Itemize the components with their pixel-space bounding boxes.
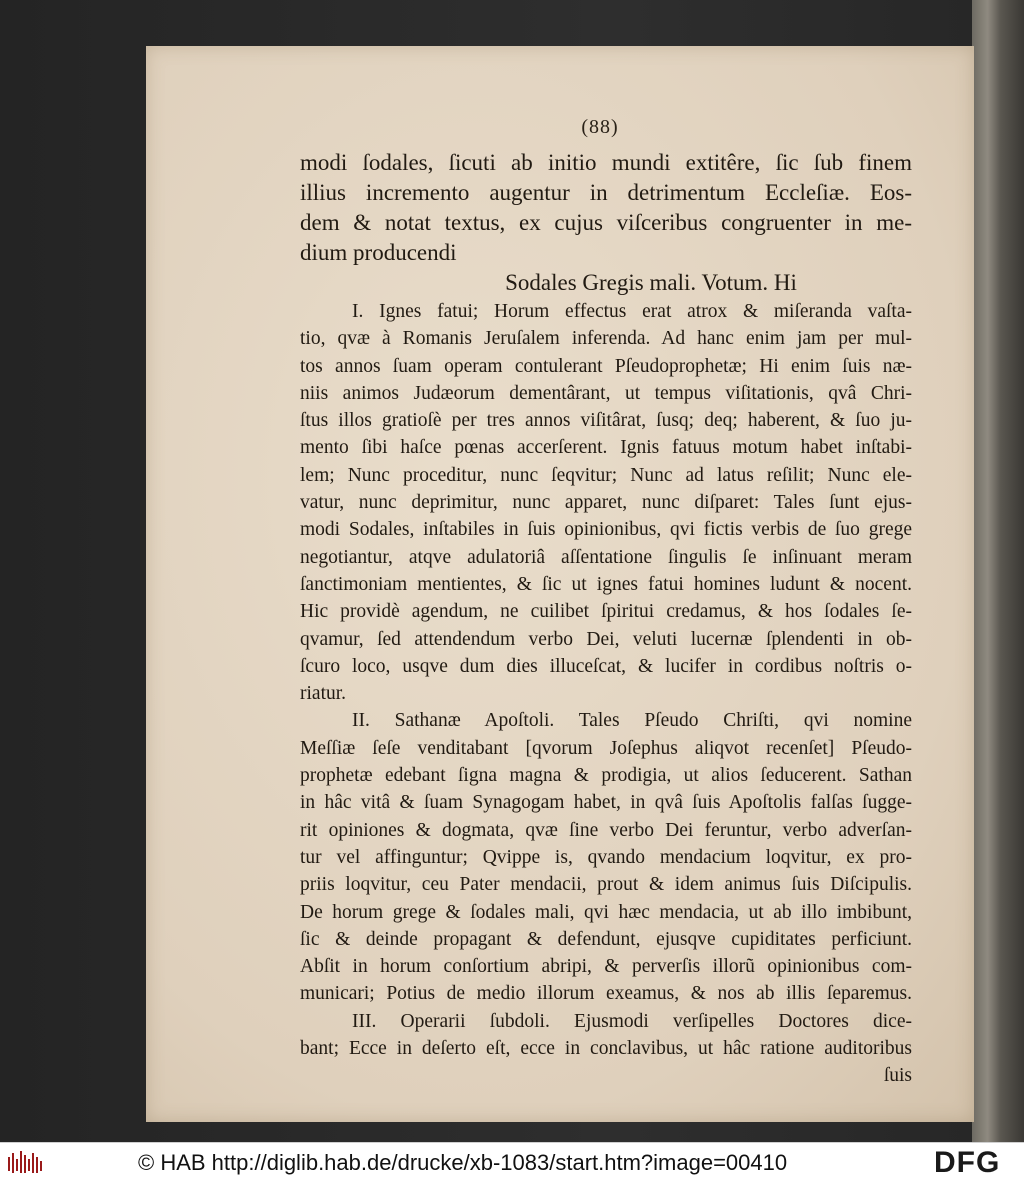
text-line: bant; Ecce in deſerto eſt, ecce in conclavibus, ut hâc ratione auditoribus [300,1038,912,1060]
text-line: mento ſibi haſce pœnas accerſerent. Ignis fatuus motum habet inſtabi- [300,437,912,459]
text-line: ſuis [883,1065,912,1087]
text-line: I. Ignes fatui; Horum effectus erat atrox & miſeranda vaſta- [352,301,912,322]
text-line: tio, qvæ à Romanis Jeruſalem inferenda. Ad hanc enim jam per mul- [300,328,912,350]
text-line: tos annos ſuam operam contulerant Pſeudoprophetæ; Hi enim ſuis næ- [300,355,912,377]
page-text [300,148,912,1090]
text-line: niis animos Judæorum dementârant, ut tempus viſitationis, qvâ Chri- [300,382,912,404]
text-line: municari; Potius de medio illorum exeamus, & nos ab illis ſeparemus. [300,983,912,1005]
text-line: modi ſodales, ſicuti ab initio mundi extitêre, ſic ſub finem [300,150,912,175]
text-line: in hâc vitâ & ſuam Synagogam habet, in qvâ ſuis Apoſtolis falſas ſugge- [300,792,912,814]
text-line: Meſſiæ ſeſe venditabant [qvorum Joſephus aliqvot recenſet] Pſeudo- [300,737,912,759]
text-line: ſanctimoniam mentientes, & ſic ut ignes fatui homines ludunt & nocent. [300,573,912,595]
text-line: modi Sodales, inſtabiles in ſuis opinionibus, qvi fictis verbis de ſuo grege [300,519,912,541]
dfg-logo: DFG [934,1146,1001,1179]
text-line: negotiantur, atqve adulatoriâ aſſentatione ſingulis ſe inſinuant meram [300,546,912,568]
text-line: prophetæ edebant ſigna magna & prodigia, ut alios ſeducerent. Sathan [300,765,912,787]
text-line: dem & notat textus, ex cujus viſceribus congruenter in me- [300,210,912,235]
text-line: dium producendi [300,240,457,265]
text-line: Sodales Gregis mali. Votum. Hi [505,270,797,295]
footer-bar [0,1142,1024,1183]
text-line: III. Operarii ſubdoli. Ejusmodi verſipelles Doctores dice- [352,1010,912,1032]
text-line: ſic & deinde propagant & defendunt, ejusqve cupiditates perficiunt. [300,928,912,950]
text-line: qvamur, ſed attendendum verbo Dei, veluti lucernæ ſplendenti in ob- [300,628,912,650]
text-line: Hic providè agendum, ne cuilibet ſpiritui credamus, & hos ſodales ſe- [300,601,912,623]
text-line: lem; Nunc proceditur, nunc ſeqvitur; Nunc ad latus reſilit; Nunc ele- [300,464,912,486]
text-line: II. Sathanæ Apoſtoli. Tales Pſeudo Chriſti, qvi nomine [352,710,912,732]
text-line: Abſit in horum conſortium abripi, & perverſis illorũ opinionibus com- [300,956,912,978]
text-line: tur vel affinguntur; Qvippe is, qvando mendacium loqvitur, ex pro- [300,846,912,868]
text-line: rit opiniones & dogmata, qvæ ſine verbo Dei feruntur, verbo adverſan- [300,819,912,841]
text-line: vatur, nunc deprimitur, nunc apparet, nunc diſparet: Tales ſunt ejus- [300,492,912,514]
book-page-edge [972,0,1024,1142]
hab-logo-icon [6,1149,46,1177]
page-number: (88) [581,116,619,138]
footer-url: © HAB http://diglib.hab.de/drucke/xb-1083/start.htm?image=00410 [138,1150,788,1175]
text-line: priis loqvitur, ceu Pater mendacii, prout & idem animus ſuis Diſcipulis. [300,874,912,896]
text-line: ſcuro loco, usqve dum dies illuceſcat, & lucifer in cordibus noſtris o- [300,655,912,677]
text-line: riatur. [300,683,347,705]
text-line: illius incremento augentur in detrimentum Eccleſiæ. Eos- [300,180,912,205]
text-line: ſtus illos gratioſè per tres annos viſitârat, ſusq; deq; haberent, & ſuo ju- [300,410,912,432]
text-line: De horum grege & ſodales mali, qvi hæc mendacia, ut ab illo imbibunt, [300,901,912,923]
